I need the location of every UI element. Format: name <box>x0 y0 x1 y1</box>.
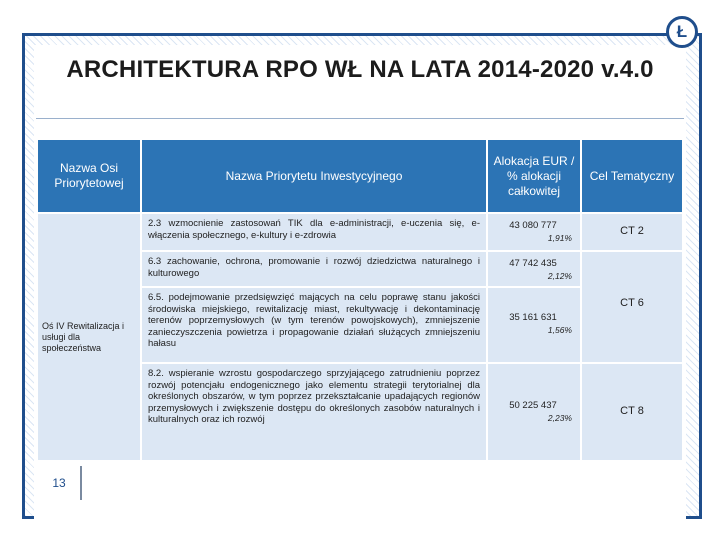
table-row-ct-2: CT 2 <box>582 214 682 250</box>
table-row-priority-6-3: 6.3 zachowanie, ochrona, promowanie i rozwój dziedzictwa naturalnego i kulturowego <box>142 252 486 286</box>
axis-cell <box>38 214 140 460</box>
table-row-ct-6: CT 6 <box>582 252 682 362</box>
title-divider <box>36 118 684 119</box>
header-priority-name <box>142 140 486 212</box>
header-thematic-goal <box>582 140 682 212</box>
page-number-divider <box>80 466 82 500</box>
allocation-amount: 35 161 631 <box>509 312 557 323</box>
allocation-percent: 2,23% <box>547 412 572 423</box>
table-row-priority-8-2: 8.2. wspieranie wzrostu gospodarczego sprzyjającego zatrudnieniu poprzez rozwój potencjału endogenicznego jako elementu strategii terytorialnej dla określonych obszarów, w tym poprzez przekształcanie upadających regionów przemysłowych i zwiększenie dostępu do określonych zasobów naturalnych i kulturalnych oraz ich rozwój <box>142 364 486 460</box>
allocation-percent: 2,12% <box>547 270 572 281</box>
lodz-logo-icon: Ł <box>666 16 698 48</box>
table-row-priority-6-5: 6.5. podejmowanie przedsięwzięć mających na celu poprawę stanu jakości środowiska miejskiego, rewitalizację miast, rekultywację i dekontaminację terenów poprzemysłowych (w tym terenów powojskowych), zmniejszenie zanieczyszczenia powietrza i propagowanie działań służących zmniejszeniu hałasu <box>142 288 486 362</box>
header-axis-label: Nazwa Osi Priorytetowej <box>54 161 124 190</box>
axis-name-text: Oś IV Rewitalizacja i usługi dla społeczeństwa <box>42 320 125 353</box>
table-row-priority-2-3: 2.3 wzmocnienie zastosowań TIK dla e-administracji, e-uczenia się, e-włączenia społecznego, e-kultury i e-zdrowia <box>142 214 486 250</box>
allocation-amount: 50 225 437 <box>509 400 557 411</box>
allocation-amount: 47 742 435 <box>509 258 557 269</box>
header-priority-label: Nazwa Priorytetu Inwestycyjnego <box>225 168 403 183</box>
header-allocation-label: Alokacja EUR / % alokacji całkowitej <box>493 153 575 198</box>
slide-title: ARCHITEKTURA RPO WŁ NA LATA 2014-2020 v.4.0 <box>66 56 654 83</box>
allocation-percent: 1,91% <box>547 232 572 243</box>
table-row-allocation-8-2 <box>488 364 580 460</box>
table-row-allocation-6-5 <box>488 288 580 362</box>
table-row-ct-8: CT 8 <box>582 364 682 460</box>
page-number: 13 <box>52 476 66 490</box>
header-allocation <box>488 140 580 212</box>
allocation-amount: 43 080 777 <box>509 220 557 231</box>
table-row-allocation-6-3 <box>488 252 580 286</box>
header-thematic-label: Cel Tematyczny <box>589 168 675 183</box>
table-row-allocation-2-3 <box>488 214 580 250</box>
allocation-percent: 1,56% <box>547 324 572 335</box>
header-axis-name <box>38 140 140 212</box>
